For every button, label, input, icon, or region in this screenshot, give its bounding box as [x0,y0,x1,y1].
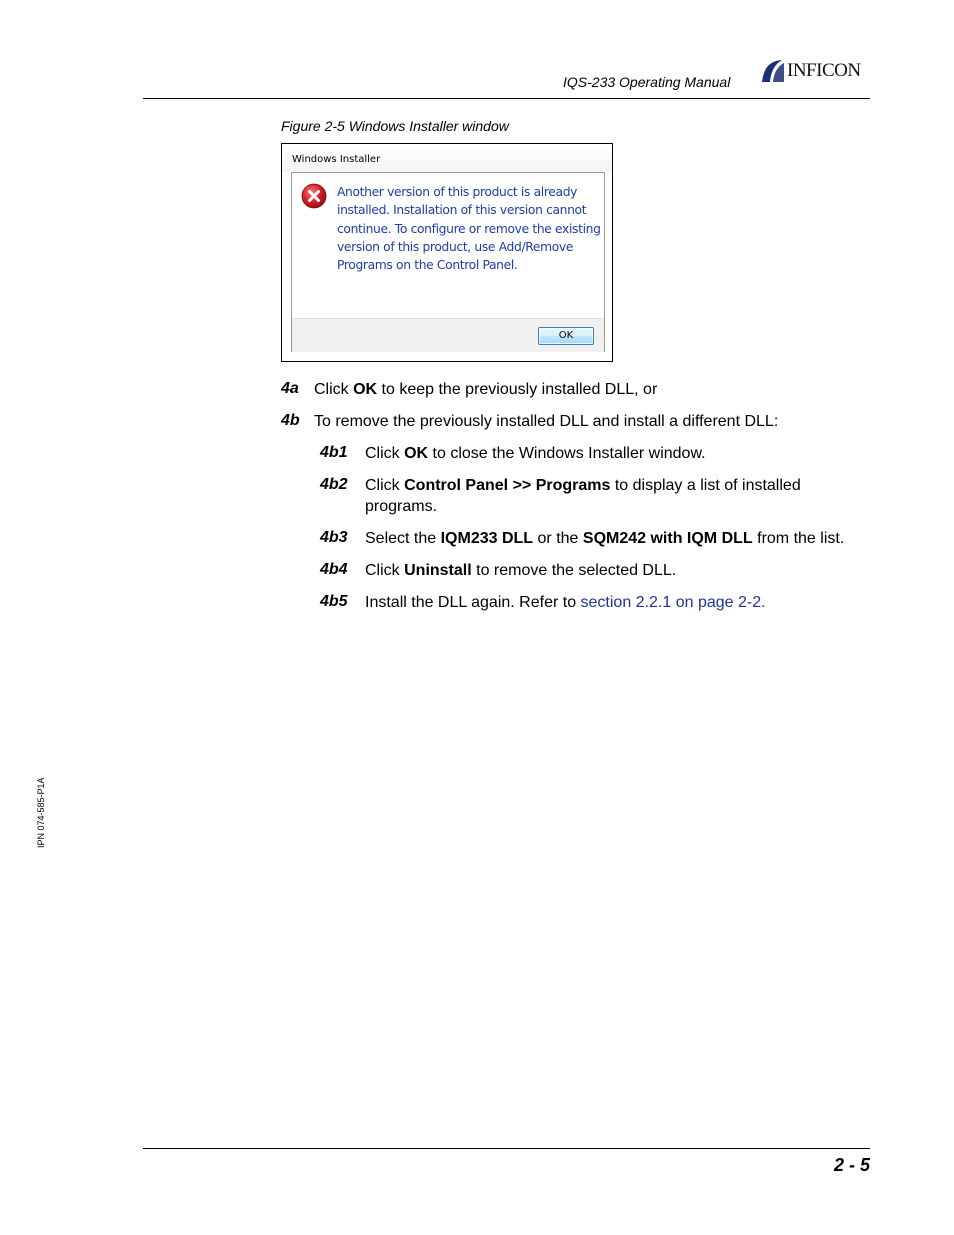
header-rule [143,98,870,99]
step-label: 4b [281,412,300,429]
step-label: 4b1 [320,444,348,461]
text-run: to keep the previously installed DLL, or [377,381,658,398]
step-label: 4b3 [320,529,348,546]
logo-wordmark: INFICON [787,60,861,81]
bold-term: Uninstall [404,562,472,579]
bold-term: OK [404,445,429,462]
bold-term: IQM233 DLL [440,530,534,547]
ok-button[interactable]: OK [538,327,594,345]
text-run: Click [365,562,405,579]
text-run: or the [533,530,583,547]
text-run: from the list. [752,530,845,547]
section-link[interactable]: section 2.2.1 on page 2-2 [580,594,762,611]
step-label: 4a [281,380,299,397]
text-run: Click [365,477,405,494]
bold-term: Control Panel >> Programs [404,477,611,494]
step-text [365,592,875,613]
step-text [365,475,845,517]
step-label: 4b5 [320,593,348,610]
figure-caption: Figure 2-5 Windows Installer window [281,118,509,134]
text-run: Select the [365,530,441,547]
error-icon [301,183,327,209]
step-text [314,379,874,400]
text-run: . [761,594,766,611]
dialog-title: Windows Installer [292,154,381,165]
bold-term: OK [353,381,378,398]
ipn-number: IPN 074-585-P1A [36,777,46,848]
footer-rule [143,1148,870,1149]
bold-term: SQM242 with IQM DLL [582,530,753,547]
step-text [365,560,875,581]
text-run: Click [314,381,354,398]
text-run: to display a list of installed programs. [365,477,801,515]
step-text [365,443,875,464]
text-run: Click [365,445,405,462]
step-text [365,528,875,549]
windows-installer-dialog [281,143,613,362]
dialog-button-bar [292,318,604,352]
text-run: to close the Windows Installer window. [428,445,706,462]
text-run: Install the DLL again. Refer to [365,594,581,611]
step-label: 4b4 [320,561,348,578]
dialog-client-area [291,172,605,352]
step-label: 4b2 [320,476,348,493]
text-run: to remove the selected DLL. [471,562,677,579]
error-message: Another version of this product is already installed. Installation of this version cannot continue. To configure or remove the existing version of this product, use Add/Remove Programs on the Control Panel. [337,185,601,273]
page-number: 2 - 5 [833,1155,870,1175]
step-text: To remove the previously installed DLL and install a different DLL: [314,413,779,430]
manual-title: IQS-233 Operating Manual [563,74,731,90]
